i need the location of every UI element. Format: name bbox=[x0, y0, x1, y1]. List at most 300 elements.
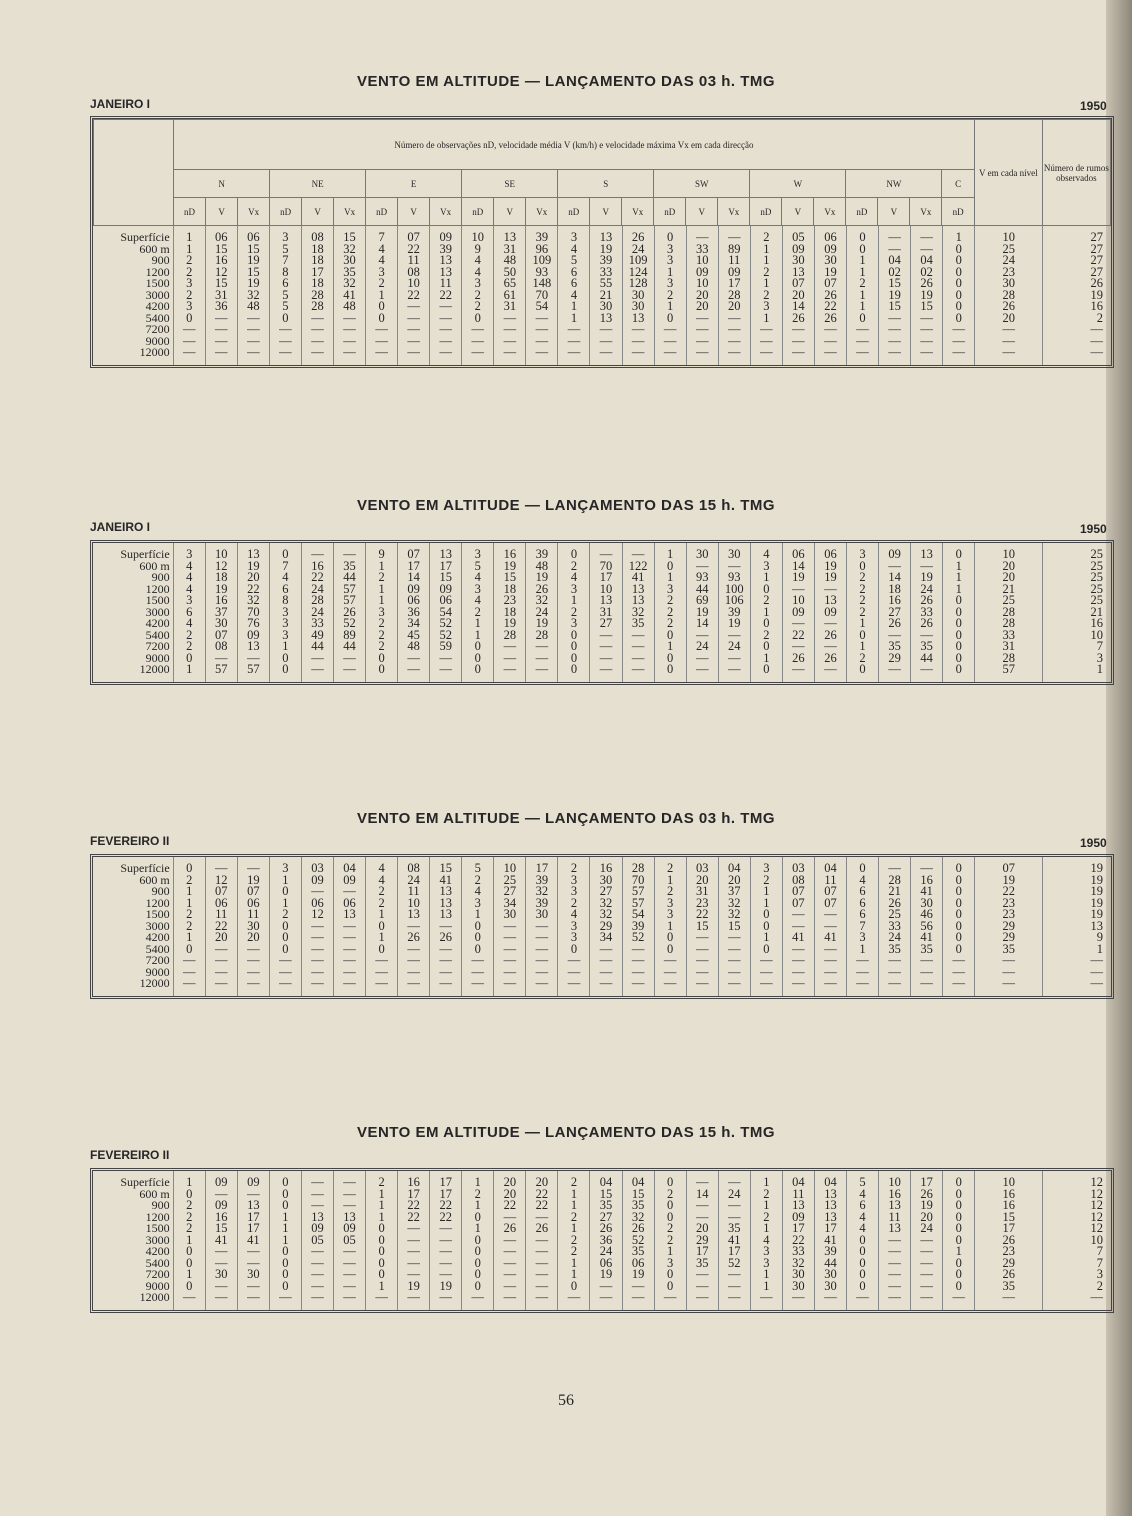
value-cell: 6 bbox=[846, 1200, 878, 1212]
value-cell: — bbox=[622, 967, 654, 979]
value-cell: 4 bbox=[269, 572, 301, 584]
value-cell: 22 bbox=[398, 1212, 430, 1224]
value-cell: 2 bbox=[846, 278, 878, 290]
value-cell: 1 bbox=[173, 932, 205, 944]
value-cell: 12 bbox=[205, 875, 237, 887]
value-cell: 0 bbox=[943, 244, 975, 256]
value-cell: 1 bbox=[1043, 944, 1111, 956]
value-cell: — bbox=[494, 967, 526, 979]
value-cell: 1 bbox=[846, 290, 878, 302]
value-cell: 35 bbox=[622, 1200, 654, 1212]
level-cell: 9000 bbox=[145, 1278, 170, 1293]
value-cell: 29 bbox=[686, 1235, 718, 1247]
value-cell: 06 bbox=[333, 898, 365, 910]
table-title: VENTO EM ALTITUDE — LANÇAMENTO DAS 03 h. TMG bbox=[356, 810, 776, 827]
value-cell: — bbox=[333, 1246, 365, 1258]
value-cell: 20 bbox=[237, 572, 269, 584]
value-cell: 93 bbox=[686, 572, 718, 584]
value-cell: — bbox=[782, 921, 814, 933]
value-cell: 30 bbox=[237, 921, 269, 933]
value-cell: 36 bbox=[398, 607, 430, 619]
value-cell: 04 bbox=[879, 255, 911, 267]
value-cell: — bbox=[686, 1212, 718, 1224]
value-cell: 13 bbox=[879, 1223, 911, 1235]
level-cell: 1200 bbox=[145, 581, 170, 596]
value-cell: 55 bbox=[590, 278, 622, 290]
value-cell: — bbox=[301, 347, 333, 359]
value-cell: — bbox=[398, 301, 430, 313]
value-cell: 0 bbox=[750, 921, 782, 933]
value-cell: 2 bbox=[558, 863, 590, 875]
value-cell: 3 bbox=[1043, 1269, 1111, 1281]
value-cell: 1 bbox=[269, 898, 301, 910]
value-cell: 0 bbox=[173, 1189, 205, 1201]
sub-nd: nD bbox=[654, 198, 686, 226]
value-cell: — bbox=[814, 909, 846, 921]
value-cell: 1 bbox=[269, 641, 301, 653]
value-cell: — bbox=[814, 618, 846, 630]
value-cell: 16 bbox=[975, 1189, 1043, 1201]
value-cell: — bbox=[333, 932, 365, 944]
value-cell: 1 bbox=[269, 1212, 301, 1224]
value-cell: 1 bbox=[750, 607, 782, 619]
value-cell: 33 bbox=[686, 244, 718, 256]
value-cell: 93 bbox=[526, 267, 558, 279]
value-cell: 0 bbox=[654, 1177, 686, 1189]
value-cell: 0 bbox=[943, 863, 975, 875]
value-cell: 4 bbox=[462, 595, 494, 607]
value-cell: — bbox=[590, 336, 622, 348]
page-number: 56 bbox=[558, 1392, 574, 1409]
value-cell: 20 bbox=[686, 1223, 718, 1235]
value-cell: 26 bbox=[494, 1223, 526, 1235]
value-cell: 10 bbox=[398, 898, 430, 910]
value-cell: 1 bbox=[173, 232, 205, 244]
value-cell: — bbox=[366, 336, 398, 348]
value-cell: 0 bbox=[558, 1281, 590, 1293]
value-cell: 0 bbox=[462, 1269, 494, 1281]
value-cell: — bbox=[205, 944, 237, 956]
level-cell: 900 bbox=[151, 884, 170, 898]
value-cell: 0 bbox=[943, 267, 975, 279]
value-cell: 03 bbox=[782, 863, 814, 875]
value-cell: — bbox=[333, 886, 365, 898]
value-cell: — bbox=[430, 347, 462, 359]
value-cell: 1 bbox=[943, 572, 975, 584]
value-cell: — bbox=[494, 1281, 526, 1293]
value-cell: — bbox=[879, 232, 911, 244]
value-cell: 04 bbox=[911, 255, 943, 267]
value-cell: — bbox=[622, 978, 654, 990]
value-cell: 13 bbox=[237, 549, 269, 561]
value-cell: — bbox=[430, 921, 462, 933]
value-cell: 27 bbox=[1043, 255, 1111, 267]
value-cell: 31 bbox=[494, 301, 526, 313]
value-cell: — bbox=[462, 347, 494, 359]
value-cell: 2 bbox=[269, 909, 301, 921]
value-cell: 93 bbox=[718, 572, 750, 584]
value-cell: 3 bbox=[846, 549, 878, 561]
value-cell: 1 bbox=[750, 1200, 782, 1212]
value-cell: — bbox=[879, 978, 911, 990]
value-cell: 33 bbox=[590, 267, 622, 279]
value-cell: 1 bbox=[558, 1258, 590, 1270]
value-cell: 128 bbox=[622, 278, 654, 290]
value-cell: 9 bbox=[462, 244, 494, 256]
value-cell: 0 bbox=[943, 630, 975, 642]
value-cell: 32 bbox=[333, 278, 365, 290]
value-cell: — bbox=[879, 955, 911, 967]
value-cell: 6 bbox=[846, 909, 878, 921]
table-row bbox=[93, 978, 1111, 990]
value-cell: — bbox=[590, 347, 622, 359]
value-cell: 26 bbox=[911, 278, 943, 290]
value-cell: 35 bbox=[333, 561, 365, 573]
value-cell: 0 bbox=[173, 653, 205, 665]
value-cell: — bbox=[398, 347, 430, 359]
value-cell: 2 bbox=[366, 618, 398, 630]
value-cell: — bbox=[654, 967, 686, 979]
level-cell: Superfície bbox=[120, 547, 170, 561]
value-cell: 2 bbox=[750, 1189, 782, 1201]
sub-nd: nD bbox=[750, 198, 782, 226]
value-cell: 07 bbox=[814, 898, 846, 910]
value-cell: 0 bbox=[654, 232, 686, 244]
value-cell: — bbox=[526, 324, 558, 336]
value-cell: — bbox=[398, 921, 430, 933]
value-cell: — bbox=[814, 641, 846, 653]
value-cell: 17 bbox=[398, 1189, 430, 1201]
value-cell: 22 bbox=[526, 1189, 558, 1201]
value-cell: 3 bbox=[558, 232, 590, 244]
value-cell: — bbox=[333, 324, 365, 336]
value-cell: 0 bbox=[366, 313, 398, 325]
level-cell: 12000 bbox=[139, 345, 170, 359]
value-cell: — bbox=[911, 1258, 943, 1270]
level-cell: 12000 bbox=[139, 976, 170, 990]
value-cell: 07 bbox=[205, 630, 237, 642]
value-cell: — bbox=[590, 324, 622, 336]
value-cell: 32 bbox=[333, 244, 365, 256]
value-cell: 26 bbox=[975, 301, 1043, 313]
value-cell: 0 bbox=[269, 1189, 301, 1201]
value-cell: 3 bbox=[269, 607, 301, 619]
value-cell: 3 bbox=[462, 898, 494, 910]
value-cell: — bbox=[526, 1246, 558, 1258]
value-cell: 39 bbox=[526, 875, 558, 887]
value-cell: 0 bbox=[943, 1177, 975, 1189]
value-cell: 3 bbox=[558, 584, 590, 596]
value-cell: — bbox=[398, 653, 430, 665]
value-cell: 39 bbox=[430, 244, 462, 256]
value-cell: — bbox=[879, 313, 911, 325]
value-cell: 28 bbox=[975, 607, 1043, 619]
value-cell: 22 bbox=[398, 244, 430, 256]
value-cell: — bbox=[814, 1292, 846, 1304]
value-cell: — bbox=[911, 232, 943, 244]
value-cell: — bbox=[333, 653, 365, 665]
value-cell: 0 bbox=[366, 1235, 398, 1247]
value-cell: — bbox=[430, 955, 462, 967]
value-cell: 32 bbox=[526, 886, 558, 898]
value-cell: — bbox=[750, 324, 782, 336]
sub-v: V bbox=[878, 198, 910, 226]
value-cell: — bbox=[879, 1292, 911, 1304]
value-cell: 07 bbox=[398, 549, 430, 561]
value-cell: 25 bbox=[1043, 584, 1111, 596]
value-cell: — bbox=[301, 1281, 333, 1293]
value-cell: 0 bbox=[558, 641, 590, 653]
value-cell: 1 bbox=[750, 244, 782, 256]
value-cell: 1 bbox=[750, 1177, 782, 1189]
value-cell: — bbox=[558, 336, 590, 348]
level-cell: 3000 bbox=[145, 1232, 170, 1247]
value-cell: 21 bbox=[879, 886, 911, 898]
value-cell: — bbox=[879, 1269, 911, 1281]
value-cell: 09 bbox=[430, 584, 462, 596]
value-cell: 22 bbox=[526, 1200, 558, 1212]
value-cell: 13 bbox=[430, 886, 462, 898]
value-cell: 0 bbox=[943, 1235, 975, 1247]
value-cell: 3 bbox=[269, 863, 301, 875]
value-cell: — bbox=[590, 1281, 622, 1293]
value-cell: — bbox=[526, 653, 558, 665]
value-cell: 13 bbox=[590, 232, 622, 244]
value-cell: — bbox=[494, 1269, 526, 1281]
dir-nw: NW bbox=[846, 170, 942, 198]
value-cell: 2 bbox=[366, 886, 398, 898]
value-cell: 34 bbox=[398, 618, 430, 630]
value-cell: 08 bbox=[301, 232, 333, 244]
value-cell: — bbox=[526, 1235, 558, 1247]
value-cell: — bbox=[173, 324, 205, 336]
sub-v: V bbox=[302, 198, 334, 226]
value-cell: — bbox=[526, 1269, 558, 1281]
value-cell: 57 bbox=[205, 664, 237, 676]
value-cell: 2 bbox=[846, 653, 878, 665]
value-cell: — bbox=[526, 313, 558, 325]
value-cell: 20 bbox=[718, 875, 750, 887]
sub-vx: Vx bbox=[526, 198, 558, 226]
value-cell: — bbox=[526, 944, 558, 956]
value-cell: 0 bbox=[269, 653, 301, 665]
value-cell: — bbox=[430, 944, 462, 956]
value-cell: — bbox=[205, 336, 237, 348]
value-cell: 2 bbox=[462, 290, 494, 302]
value-cell: — bbox=[558, 955, 590, 967]
value-cell: 7 bbox=[1043, 1246, 1111, 1258]
value-cell: 35 bbox=[590, 1200, 622, 1212]
value-cell: — bbox=[686, 347, 718, 359]
value-cell: — bbox=[173, 967, 205, 979]
value-cell: — bbox=[590, 1292, 622, 1304]
value-cell: — bbox=[237, 863, 269, 875]
value-cell: 1 bbox=[654, 572, 686, 584]
value-cell: 25 bbox=[879, 909, 911, 921]
value-cell: 4 bbox=[558, 572, 590, 584]
value-cell: 15 bbox=[590, 1189, 622, 1201]
value-cell: 08 bbox=[398, 267, 430, 279]
value-cell: 29 bbox=[975, 932, 1043, 944]
value-cell: — bbox=[622, 324, 654, 336]
value-cell: 26 bbox=[911, 595, 943, 607]
value-cell: 41 bbox=[814, 1235, 846, 1247]
value-cell: — bbox=[846, 955, 878, 967]
value-cell: — bbox=[333, 978, 365, 990]
value-cell: 29 bbox=[879, 653, 911, 665]
value-cell: 1 bbox=[558, 1223, 590, 1235]
value-cell: — bbox=[237, 1258, 269, 1270]
value-cell: 44 bbox=[333, 641, 365, 653]
value-cell: 0 bbox=[750, 664, 782, 676]
value-cell: 28 bbox=[975, 618, 1043, 630]
value-cell: 22 bbox=[205, 921, 237, 933]
level-cell: Superfície bbox=[120, 230, 170, 244]
value-cell: — bbox=[911, 978, 943, 990]
value-cell: 96 bbox=[526, 244, 558, 256]
value-cell: — bbox=[590, 549, 622, 561]
level-cell: 1500 bbox=[145, 593, 170, 607]
level-cell: 5400 bbox=[145, 310, 170, 325]
value-cell: — bbox=[398, 1246, 430, 1258]
value-cell: 2 bbox=[366, 641, 398, 653]
v-level-header: V em cada nível bbox=[974, 120, 1042, 226]
value-cell: — bbox=[462, 967, 494, 979]
value-cell: — bbox=[654, 324, 686, 336]
value-cell: 70 bbox=[526, 290, 558, 302]
value-cell: 13 bbox=[814, 1200, 846, 1212]
value-cell: 52 bbox=[622, 1235, 654, 1247]
dir-e: E bbox=[366, 170, 462, 198]
value-cell: 1 bbox=[750, 313, 782, 325]
value-cell: 3 bbox=[558, 875, 590, 887]
value-cell: 0 bbox=[269, 664, 301, 676]
value-cell: 13 bbox=[430, 898, 462, 910]
value-cell: 7 bbox=[846, 921, 878, 933]
value-cell: 0 bbox=[846, 561, 878, 573]
value-cell: — bbox=[333, 955, 365, 967]
value-cell: 44 bbox=[301, 641, 333, 653]
value-cell: 6 bbox=[558, 278, 590, 290]
value-cell: 4 bbox=[846, 1212, 878, 1224]
value-cell: — bbox=[846, 1292, 878, 1304]
value-cell: 13 bbox=[814, 1212, 846, 1224]
value-cell: — bbox=[590, 641, 622, 653]
value-cell: 10 bbox=[686, 278, 718, 290]
value-cell: — bbox=[879, 1235, 911, 1247]
value-cell: 54 bbox=[526, 301, 558, 313]
value-cell: 07 bbox=[237, 886, 269, 898]
value-cell: — bbox=[430, 1246, 462, 1258]
value-cell: 7 bbox=[269, 255, 301, 267]
value-cell: — bbox=[398, 944, 430, 956]
level-cell: 1200 bbox=[145, 1209, 170, 1224]
value-cell: 1 bbox=[269, 875, 301, 887]
value-cell: 10 bbox=[398, 278, 430, 290]
value-cell: 0 bbox=[654, 1269, 686, 1281]
value-cell: — bbox=[430, 653, 462, 665]
value-cell: 48 bbox=[333, 301, 365, 313]
value-cell: — bbox=[879, 1258, 911, 1270]
value-cell: — bbox=[237, 978, 269, 990]
value-cell: 9 bbox=[1043, 932, 1111, 944]
value-cell: 13 bbox=[430, 255, 462, 267]
value-cell: — bbox=[494, 932, 526, 944]
value-cell: 1 bbox=[462, 1177, 494, 1189]
value-cell: 41 bbox=[718, 1235, 750, 1247]
value-cell: 28 bbox=[526, 630, 558, 642]
value-cell: 2 bbox=[654, 607, 686, 619]
value-cell: 17 bbox=[975, 1223, 1043, 1235]
value-cell: 17 bbox=[430, 1189, 462, 1201]
value-cell: 37 bbox=[205, 607, 237, 619]
value-cell: 14 bbox=[782, 561, 814, 573]
value-cell: 2 bbox=[654, 290, 686, 302]
value-cell: 0 bbox=[846, 313, 878, 325]
value-cell: — bbox=[558, 967, 590, 979]
value-cell: 5 bbox=[269, 290, 301, 302]
value-cell: 13 bbox=[333, 909, 365, 921]
value-cell: — bbox=[782, 944, 814, 956]
value-cell: 04 bbox=[782, 1177, 814, 1189]
value-cell: — bbox=[430, 301, 462, 313]
value-cell: 08 bbox=[782, 875, 814, 887]
value-cell: — bbox=[205, 653, 237, 665]
value-cell: 2 bbox=[846, 607, 878, 619]
value-cell: — bbox=[494, 1258, 526, 1270]
value-cell: 05 bbox=[333, 1235, 365, 1247]
value-cell: 09 bbox=[237, 630, 269, 642]
value-cell: 15 bbox=[911, 301, 943, 313]
value-cell: — bbox=[301, 1269, 333, 1281]
value-cell: — bbox=[526, 641, 558, 653]
value-cell: 14 bbox=[879, 572, 911, 584]
value-cell: 0 bbox=[366, 653, 398, 665]
value-cell: 10 bbox=[1043, 630, 1111, 642]
value-cell: 0 bbox=[943, 255, 975, 267]
value-cell: — bbox=[686, 932, 718, 944]
value-cell: — bbox=[911, 561, 943, 573]
value-cell: 30 bbox=[782, 1269, 814, 1281]
value-cell: 39 bbox=[718, 607, 750, 619]
value-cell: 13 bbox=[430, 909, 462, 921]
value-cell: 06 bbox=[622, 1258, 654, 1270]
value-cell: — bbox=[494, 1212, 526, 1224]
value-cell: 5 bbox=[269, 301, 301, 313]
value-cell: 31 bbox=[590, 607, 622, 619]
value-cell: — bbox=[205, 1281, 237, 1293]
value-cell: 32 bbox=[590, 898, 622, 910]
value-cell: 1 bbox=[943, 1246, 975, 1258]
table-row bbox=[93, 1292, 1111, 1304]
value-cell: 06 bbox=[590, 1258, 622, 1270]
value-cell: 26 bbox=[526, 584, 558, 596]
value-cell: 28 bbox=[879, 875, 911, 887]
value-cell: 54 bbox=[430, 607, 462, 619]
value-cell: 2 bbox=[366, 278, 398, 290]
value-cell: — bbox=[911, 1235, 943, 1247]
value-cell: — bbox=[911, 955, 943, 967]
month-label: JANEIRO I bbox=[90, 520, 151, 534]
value-cell: 109 bbox=[622, 255, 654, 267]
value-cell: — bbox=[911, 1246, 943, 1258]
value-cell: 2 bbox=[173, 1212, 205, 1224]
value-cell: 15 bbox=[686, 921, 718, 933]
level-cell: 1500 bbox=[145, 276, 170, 290]
value-cell: 17 bbox=[237, 1212, 269, 1224]
value-cell: 3 bbox=[750, 863, 782, 875]
value-cell: 1 bbox=[846, 641, 878, 653]
